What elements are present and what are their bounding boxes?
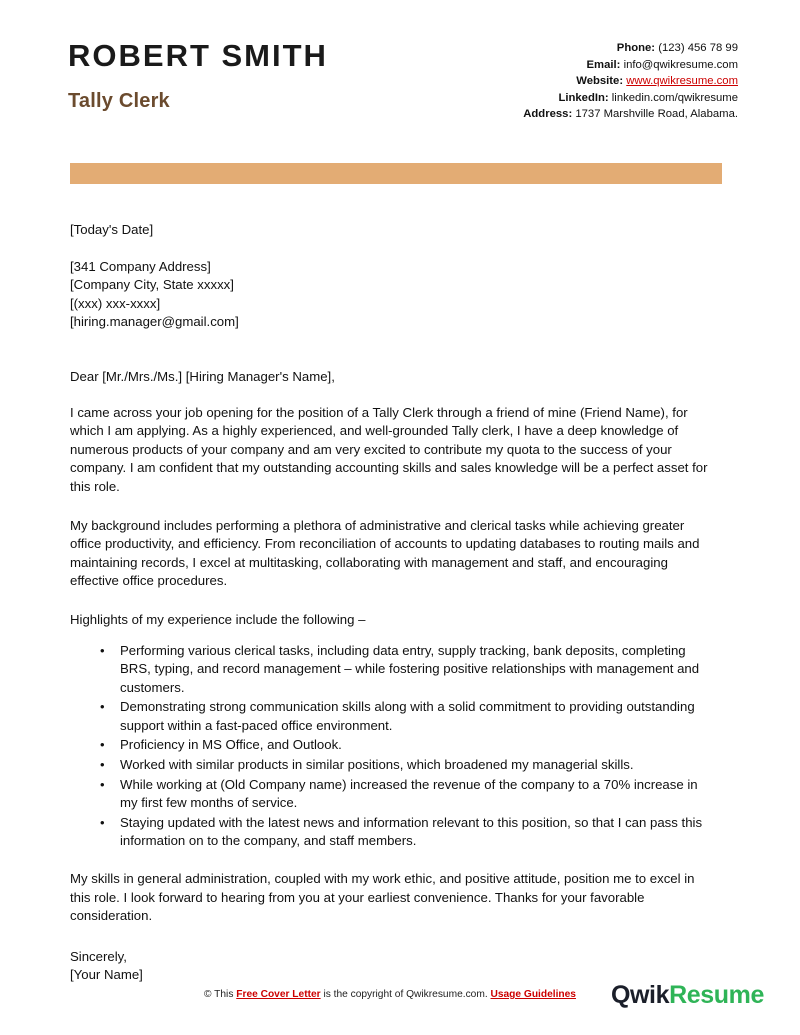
recipient-phone-line: [(xxx) xxx-xxxx]: [70, 295, 161, 311]
signoff-name: [Your Name]: [70, 967, 143, 983]
body-paragraph-2: My background includes performing a plethora of administrative and clerical tasks while achieving greater office productivity, and efficiency. From reconciliation of accounts to updating databases to routing mails and maintaining records, I excel at multitasking, collaborating with management and staff, and encouraging effective office procedures.: [70, 517, 700, 589]
salutation: Dear [Mr./Mrs./Ms.] [Hiring Manager's Name],: [70, 368, 335, 384]
contact-label-address: Address:: [523, 108, 573, 121]
usage-guidelines-link[interactable]: Usage Guidelines: [490, 989, 576, 1000]
contact-details-block: [523, 34, 738, 123]
logo-text-qwik: Qwik: [610, 981, 670, 1009]
contact-row-address: [523, 106, 738, 123]
footer-copyright-middle: is the copyright of Qwikresume.com.: [320, 989, 491, 1000]
contact-row-phone: [523, 40, 738, 57]
recipient-email-line: [hiring.manager@gmail.com]: [70, 314, 239, 330]
contact-row-linkedin: [523, 90, 738, 107]
qwikresume-logo[interactable]: [611, 980, 764, 1010]
list-item: • Performing various clerical tasks, including data entry, supply tracking, bank deposits, completing BRS, typing, and record management – while fostering positive relationships with management and customers.: [120, 642, 718, 698]
letter-header: [0, 34, 800, 123]
contact-value-phone: (123) 456 78 99: [658, 42, 738, 54]
list-item: • Staying updated with the latest news and information relevant to this position, so that I can pass this information on to the company, and staff members.: [120, 814, 718, 851]
list-item: • Proficiency in MS Office, and Outlook.: [120, 736, 718, 755]
date-line: [Today's Date]: [70, 222, 154, 237]
recipient-address-line: [341 Company Address]: [70, 258, 211, 274]
recipient-city-line: [Company City, State xxxxx]: [70, 277, 234, 293]
signoff-closing: Sincerely,: [70, 948, 127, 964]
list-item: • Demonstrating strong communication skills along with a solid commitment to providing outstanding support within a fast-paced office environment.: [120, 698, 718, 735]
highlights-lead-in: Highlights of my experience include the following –: [70, 611, 366, 627]
identity-block: [68, 34, 328, 113]
page-footer: [0, 981, 800, 1028]
contact-label-email: Email:: [586, 58, 621, 71]
logo-text-resume: Resume: [669, 981, 764, 1009]
contact-value-linkedin: linkedin.com/qwikresume: [611, 91, 738, 104]
applicant-job-title: Tally Clerk: [68, 89, 170, 112]
body-paragraph-1: I came across your job opening for the position of a Tally Clerk through a friend of mine (Friend Name), for which I am applying. As a highly experienced, and well-grounded Tally clerk, I have a deep knowledge of numerous products of your company and am very excited to contribute my quota to the success of your company. I am confident that my outstanding accounting skills and sales knowledge will be a perfect asset for this role.: [70, 404, 708, 494]
free-cover-letter-link[interactable]: Free Cover Letter: [236, 989, 321, 1000]
contact-label-phone: Phone:: [616, 42, 656, 54]
recipient-address-block: [70, 258, 718, 332]
list-item: • While working at (Old Company name) increased the revenue of the company to a 70% increase in my first few months of service.: [120, 776, 718, 813]
contact-value-address: 1737 Marshville Road, Alabama.: [575, 108, 738, 121]
applicant-name: ROBERT SMITH: [68, 38, 328, 73]
contact-label-website: Website:: [576, 75, 624, 88]
contact-value-email: info@qwikresume.com: [623, 58, 738, 71]
contact-value-website-link[interactable]: www.qwikresume.com: [626, 75, 738, 88]
letter-body: [70, 221, 718, 985]
contact-label-linkedin: LinkedIn:: [558, 91, 609, 104]
contact-row-email: [523, 57, 738, 74]
list-item: • Worked with similar products in similar positions, which broadened my managerial skills.: [120, 756, 718, 775]
contact-row-website: [523, 73, 738, 90]
header-accent-bar: [70, 163, 722, 184]
closing-paragraph: My skills in general administration, coupled with my work ethic, and positive attitude, position me to excel in this role. I look forward to hearing from you at your earliest convenience. Thanks for your favorable consideration.: [70, 871, 695, 924]
highlights-list: [70, 642, 718, 852]
footer-copyright-prefix: © This: [204, 989, 237, 1000]
